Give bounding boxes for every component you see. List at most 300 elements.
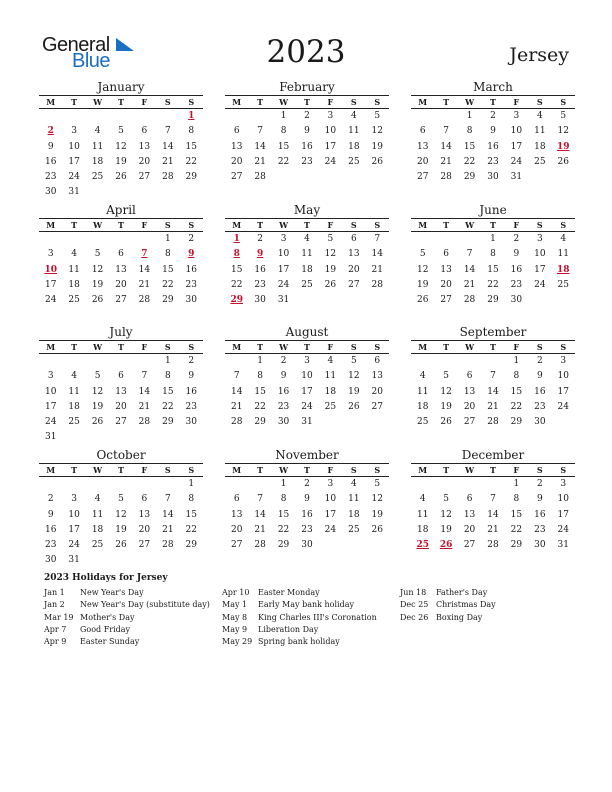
empty-day bbox=[156, 185, 179, 200]
calendar-day: 15 bbox=[254, 386, 266, 397]
weekday-label: T bbox=[118, 342, 124, 352]
holiday-item-name: Boxing Day bbox=[436, 612, 483, 622]
calendar-day: 18 bbox=[68, 279, 80, 290]
calendar-day: 12 bbox=[416, 264, 429, 275]
calendar-day: 16 bbox=[44, 156, 57, 167]
week-row bbox=[39, 553, 203, 568]
holiday-item-name: New Year's Day bbox=[80, 588, 144, 597]
month-name: November bbox=[275, 448, 339, 462]
calendar-day: 2 bbox=[188, 234, 195, 244]
calendar-day: 17 bbox=[44, 279, 57, 290]
weekday-label: S bbox=[536, 97, 543, 107]
calendar-day: 2 bbox=[304, 111, 310, 121]
calendar-day: 27 bbox=[371, 401, 383, 412]
calendar-day: 18 bbox=[416, 401, 429, 412]
calendar-day: 26 bbox=[440, 417, 452, 428]
calendar-day: 24 bbox=[277, 279, 290, 290]
calendar-day: 16 bbox=[301, 141, 313, 152]
calendar-day: 17 bbox=[534, 264, 546, 275]
calendar-day: 5 bbox=[118, 126, 124, 137]
calendar-day: 24 bbox=[510, 156, 523, 167]
holiday-item-date: Jan 2 bbox=[44, 600, 65, 610]
calendar-day: 9 bbox=[304, 126, 310, 137]
week-row bbox=[225, 293, 389, 308]
calendar-day: 22 bbox=[510, 401, 523, 412]
calendar-day: 10 bbox=[510, 126, 523, 137]
week-row bbox=[39, 263, 203, 278]
empty-day bbox=[552, 170, 575, 185]
calendar-day: 25 bbox=[324, 401, 337, 412]
calendar-day: 18 bbox=[416, 524, 429, 535]
week-row bbox=[411, 508, 575, 523]
calendar-day: 30 bbox=[44, 555, 57, 566]
calendar-day: 31 bbox=[510, 172, 523, 183]
calendar-day: 21 bbox=[487, 401, 499, 412]
empty-day bbox=[133, 430, 156, 445]
calendar-day: 19 bbox=[91, 401, 104, 412]
empty-day bbox=[86, 430, 109, 445]
calendar-day: 25 bbox=[348, 524, 360, 535]
calendar-day: 27 bbox=[440, 295, 452, 306]
calendar-day: 6 bbox=[118, 371, 124, 382]
week-row bbox=[39, 508, 203, 523]
calendar-day: 14 bbox=[254, 141, 266, 152]
calendar-day: 7 bbox=[164, 494, 171, 505]
empty-day bbox=[133, 109, 156, 124]
weekday-label: F bbox=[327, 220, 334, 230]
calendar-day: 16 bbox=[44, 524, 57, 535]
calendar-day: 12 bbox=[371, 126, 383, 137]
holiday-date: 2 bbox=[47, 126, 54, 137]
week-row bbox=[39, 369, 203, 384]
month-november bbox=[225, 448, 389, 553]
empty-day bbox=[156, 109, 179, 124]
calendar-day: 26 bbox=[371, 524, 383, 535]
month-june bbox=[411, 203, 575, 308]
week-row bbox=[411, 247, 575, 262]
calendar-day: 16 bbox=[487, 141, 499, 152]
calendar-day: 24 bbox=[44, 417, 57, 428]
empty-day bbox=[366, 293, 389, 308]
empty-day bbox=[295, 170, 318, 185]
month-name: October bbox=[96, 448, 146, 462]
week-row bbox=[411, 477, 575, 492]
calendar-day: 19 bbox=[371, 509, 383, 520]
calendar-day: 21 bbox=[230, 401, 243, 412]
week-row bbox=[225, 155, 389, 170]
weekday-label: T bbox=[257, 342, 264, 352]
weekday-label: S bbox=[350, 220, 357, 230]
calendar-day: 1 bbox=[280, 111, 287, 121]
calendar-day: 15 bbox=[277, 509, 290, 520]
weekday-label: M bbox=[46, 97, 56, 107]
month-name: May bbox=[293, 203, 321, 217]
calendar-day: 19 bbox=[324, 264, 337, 275]
calendar-day: 20 bbox=[348, 264, 360, 275]
calendar-day: 23 bbox=[254, 279, 266, 290]
calendar-day: 25 bbox=[557, 279, 569, 290]
empty-day bbox=[109, 477, 132, 492]
calendar-day: 23 bbox=[534, 524, 546, 535]
calendar-day: 13 bbox=[138, 509, 151, 520]
week-row bbox=[411, 415, 575, 430]
calendar-day: 15 bbox=[277, 141, 290, 152]
weekday-label: F bbox=[327, 342, 334, 352]
week-row bbox=[411, 293, 575, 308]
calendar-day: 5 bbox=[94, 249, 101, 260]
empty-day bbox=[156, 430, 179, 445]
calendar-day: 8 bbox=[466, 126, 473, 137]
calendar-day: 20 bbox=[463, 524, 476, 535]
calendar-day: 25 bbox=[348, 156, 360, 167]
week-row bbox=[39, 170, 203, 185]
calendar-day: 30 bbox=[44, 187, 57, 198]
calendar-day: 28 bbox=[463, 295, 476, 306]
calendar-day: 25 bbox=[416, 417, 429, 428]
weekday-label: T bbox=[490, 465, 496, 475]
empty-day bbox=[552, 293, 575, 308]
empty-day bbox=[272, 170, 295, 185]
weekday-label: W bbox=[93, 342, 103, 352]
calendar-day: 16 bbox=[185, 264, 197, 275]
calendar-day: 8 bbox=[164, 249, 171, 260]
weekday-label: S bbox=[374, 342, 381, 352]
calendar-day: 1 bbox=[164, 356, 171, 366]
empty-day bbox=[411, 109, 434, 124]
week-row bbox=[225, 508, 389, 523]
calendar-day: 7 bbox=[443, 126, 449, 137]
calendar-day: 12 bbox=[440, 386, 452, 397]
empty-day bbox=[180, 185, 203, 200]
empty-day bbox=[86, 477, 109, 492]
calendar-day: 19 bbox=[91, 279, 104, 290]
calendar-day: 20 bbox=[115, 401, 127, 412]
calendar-day: 21 bbox=[162, 524, 174, 535]
week-row bbox=[39, 109, 203, 124]
empty-day bbox=[39, 477, 62, 492]
month-name: March bbox=[473, 80, 513, 94]
calendar-day: 7 bbox=[466, 249, 473, 260]
month-april bbox=[39, 203, 203, 308]
weekday-label: F bbox=[513, 465, 520, 475]
calendar-day: 23 bbox=[185, 279, 197, 290]
weekday-label: S bbox=[374, 465, 381, 475]
calendar-day: 27 bbox=[138, 172, 151, 183]
empty-day bbox=[319, 170, 342, 185]
calendar-day: 9 bbox=[304, 494, 310, 505]
calendar-day: 10 bbox=[534, 249, 546, 260]
weekday-label: M bbox=[418, 465, 428, 475]
calendar-day: 28 bbox=[254, 172, 266, 183]
empty-day bbox=[248, 109, 271, 124]
weekday-label: S bbox=[536, 465, 543, 475]
holiday-item-date: Dec 26 bbox=[400, 612, 429, 622]
empty-day bbox=[319, 415, 342, 430]
weekday-label: T bbox=[443, 465, 450, 475]
brand-word-general: General bbox=[42, 34, 110, 56]
calendar-day: 30 bbox=[254, 295, 266, 306]
empty-day bbox=[225, 109, 248, 124]
calendar-day: 17 bbox=[510, 141, 523, 152]
weekday-label: M bbox=[232, 220, 242, 230]
weekday-label: T bbox=[443, 342, 450, 352]
calendar-day: 10 bbox=[324, 494, 337, 505]
calendar-day: 20 bbox=[230, 156, 243, 167]
weekday-label: T bbox=[118, 220, 124, 230]
week-row bbox=[39, 155, 203, 170]
weekday-label: W bbox=[93, 97, 103, 107]
weekday-label: M bbox=[418, 342, 428, 352]
empty-day bbox=[366, 170, 389, 185]
week-row bbox=[225, 232, 389, 247]
calendar-day: 15 bbox=[162, 264, 174, 275]
calendar-day: 15 bbox=[463, 141, 476, 152]
calendar-day: 1 bbox=[466, 111, 473, 121]
calendar-day: 28 bbox=[487, 540, 499, 551]
calendar-day: 12 bbox=[91, 386, 104, 397]
calendar-day: 5 bbox=[94, 371, 101, 382]
calendar-day: 28 bbox=[162, 172, 174, 183]
holiday-date: 1 bbox=[188, 111, 195, 121]
calendar-day: 21 bbox=[138, 401, 151, 412]
weekday-label: S bbox=[560, 220, 567, 230]
calendar-day: 21 bbox=[254, 156, 266, 167]
calendar-day: 25 bbox=[91, 172, 104, 183]
month-july bbox=[39, 325, 203, 446]
calendar-day: 7 bbox=[164, 126, 171, 137]
calendar-day: 19 bbox=[416, 279, 429, 290]
calendar-day: 3 bbox=[47, 371, 54, 382]
week-row bbox=[39, 538, 203, 553]
holiday-item-date: May 9 bbox=[222, 624, 248, 634]
calendar-day: 11 bbox=[91, 141, 104, 152]
calendar-day: 29 bbox=[185, 172, 197, 183]
calendar-day: 19 bbox=[371, 141, 383, 152]
calendar-day: 1 bbox=[257, 356, 263, 366]
calendar-region: Jersey bbox=[509, 44, 569, 66]
week-row bbox=[39, 293, 203, 308]
calendar-day: 19 bbox=[348, 386, 360, 397]
calendar-day: 31 bbox=[277, 295, 290, 306]
calendar-day: 13 bbox=[463, 509, 476, 520]
holiday-item-date: Mar 19 bbox=[44, 612, 74, 622]
calendar-day: 1 bbox=[490, 234, 496, 244]
holiday-item-date: Dec 25 bbox=[400, 600, 429, 610]
calendar-day: 3 bbox=[536, 234, 543, 244]
weekday-label: S bbox=[560, 97, 567, 107]
calendar-day: 11 bbox=[301, 249, 313, 260]
week-row bbox=[411, 385, 575, 400]
calendar-day: 14 bbox=[162, 141, 174, 152]
empty-day bbox=[434, 477, 457, 492]
calendar-day: 13 bbox=[115, 386, 127, 397]
calendar-day: 13 bbox=[348, 249, 360, 260]
empty-day bbox=[156, 553, 179, 568]
holiday-date: 1 bbox=[233, 234, 240, 244]
weekday-header bbox=[411, 95, 575, 109]
weekday-label: S bbox=[164, 342, 171, 352]
calendar-day: 16 bbox=[301, 509, 313, 520]
calendar-day: 18 bbox=[534, 141, 546, 152]
week-row bbox=[411, 492, 575, 507]
calendar-day: 9 bbox=[536, 494, 543, 505]
calendar-day: 31 bbox=[68, 555, 80, 566]
empty-day bbox=[342, 415, 365, 430]
empty-day bbox=[86, 109, 109, 124]
calendar-day: 5 bbox=[419, 249, 426, 260]
calendar-day: 24 bbox=[44, 295, 57, 306]
weekday-label: W bbox=[93, 220, 103, 230]
weekday-label: T bbox=[304, 465, 310, 475]
calendar-day: 7 bbox=[233, 371, 240, 382]
month-december bbox=[411, 448, 575, 553]
week-row bbox=[39, 140, 203, 155]
weekday-label: T bbox=[71, 97, 78, 107]
calendar-day: 15 bbox=[510, 386, 523, 397]
weekday-label: T bbox=[118, 97, 124, 107]
calendar-day: 17 bbox=[68, 524, 80, 535]
week-row bbox=[225, 492, 389, 507]
calendar-day: 24 bbox=[557, 524, 569, 535]
calendar-day: 17 bbox=[301, 386, 313, 397]
weekday-label: T bbox=[304, 342, 310, 352]
calendar-day: 4 bbox=[71, 371, 77, 382]
calendar-day: 3 bbox=[560, 356, 567, 366]
calendar-day: 18 bbox=[324, 386, 337, 397]
calendar-day: 27 bbox=[138, 540, 151, 551]
week-row bbox=[225, 400, 389, 415]
calendar-day: 17 bbox=[44, 401, 57, 412]
calendar-day: 2 bbox=[47, 494, 54, 505]
calendar-day: 4 bbox=[350, 479, 357, 489]
calendar-day: 12 bbox=[115, 141, 127, 152]
calendar-day: 30 bbox=[534, 417, 546, 428]
empty-day bbox=[225, 477, 248, 492]
calendar-day: 18 bbox=[348, 141, 360, 152]
empty-day bbox=[86, 232, 109, 247]
week-row bbox=[39, 278, 203, 293]
calendar-day: 20 bbox=[416, 156, 429, 167]
calendar-day: 29 bbox=[510, 417, 523, 428]
calendar-day: 13 bbox=[138, 141, 151, 152]
calendar-day: 4 bbox=[304, 234, 310, 244]
holiday-date: 29 bbox=[230, 295, 243, 306]
empty-day bbox=[295, 293, 318, 308]
empty-day bbox=[62, 430, 85, 445]
calendar-day: 22 bbox=[277, 524, 290, 535]
calendar-day: 27 bbox=[463, 540, 476, 551]
calendar-day: 26 bbox=[416, 295, 429, 306]
calendar-day: 19 bbox=[440, 524, 452, 535]
calendar-day: 11 bbox=[324, 371, 337, 382]
weekday-label: M bbox=[418, 220, 428, 230]
calendar-day: 28 bbox=[162, 540, 174, 551]
weekday-header bbox=[225, 340, 389, 354]
holidays-title: 2023 Holidays for Jersey bbox=[44, 573, 168, 583]
calendar-day: 28 bbox=[371, 279, 383, 290]
weekday-label: S bbox=[164, 465, 171, 475]
weekday-label: T bbox=[71, 465, 78, 475]
calendar-day: 27 bbox=[230, 172, 243, 183]
calendar-day: 12 bbox=[557, 126, 569, 137]
calendar-day: 26 bbox=[371, 156, 383, 167]
calendar-day: 5 bbox=[350, 356, 357, 366]
calendar-day: 7 bbox=[257, 126, 263, 137]
calendar-day: 17 bbox=[324, 141, 337, 152]
empty-day bbox=[62, 232, 85, 247]
calendar-day: 16 bbox=[534, 386, 546, 397]
calendar-day: 23 bbox=[534, 401, 546, 412]
calendar-day: 1 bbox=[513, 479, 520, 489]
weekday-label: T bbox=[71, 220, 78, 230]
month-name: August bbox=[285, 325, 329, 339]
empty-day bbox=[39, 109, 62, 124]
calendar-day: 13 bbox=[230, 509, 243, 520]
calendar-day: 18 bbox=[301, 264, 313, 275]
weekday-header bbox=[411, 218, 575, 232]
calendar-day: 7 bbox=[490, 494, 496, 505]
calendar-day: 26 bbox=[348, 401, 360, 412]
calendar-day: 21 bbox=[371, 264, 383, 275]
calendar-day: 8 bbox=[513, 371, 520, 382]
weekday-label: T bbox=[257, 220, 264, 230]
calendar-day: 3 bbox=[304, 356, 310, 366]
weekday-label: M bbox=[232, 97, 242, 107]
calendar-day: 23 bbox=[301, 156, 313, 167]
calendar-day: 16 bbox=[185, 386, 197, 397]
calendar-day: 13 bbox=[440, 264, 452, 275]
weekday-label: M bbox=[232, 465, 242, 475]
calendar-day: 8 bbox=[280, 494, 287, 505]
empty-day bbox=[319, 538, 342, 553]
weekday-label: T bbox=[257, 97, 264, 107]
calendar-day: 2 bbox=[257, 234, 263, 244]
calendar-day: 25 bbox=[68, 295, 80, 306]
calendar-day: 27 bbox=[115, 295, 127, 306]
holiday-item-name: Easter Monday bbox=[258, 588, 320, 597]
calendar-day: 29 bbox=[510, 540, 523, 551]
holiday-item-name: Spring bank holiday bbox=[258, 637, 340, 647]
month-name: June bbox=[479, 203, 507, 217]
holiday-item-name: Easter Sunday bbox=[80, 637, 140, 647]
calendar-day: 27 bbox=[230, 540, 243, 551]
calendar-day: 5 bbox=[443, 494, 449, 505]
calendar-day: 11 bbox=[68, 386, 80, 397]
calendar-day: 7 bbox=[490, 371, 496, 382]
calendar-day: 29 bbox=[162, 417, 174, 428]
weekday-label: S bbox=[350, 465, 357, 475]
calendar-day: 10 bbox=[324, 126, 337, 137]
calendar-day: 6 bbox=[233, 494, 240, 505]
weekday-label: W bbox=[279, 465, 289, 475]
weekday-label: W bbox=[465, 342, 475, 352]
calendar-day: 2 bbox=[536, 479, 543, 489]
empty-day bbox=[180, 553, 203, 568]
calendar-day: 5 bbox=[374, 479, 381, 489]
holiday-date: 9 bbox=[188, 249, 195, 260]
calendar-day: 3 bbox=[327, 111, 334, 121]
weekday-label: T bbox=[118, 465, 124, 475]
calendar-day: 29 bbox=[487, 295, 499, 306]
calendar-day: 22 bbox=[162, 401, 174, 412]
calendar-day: 2 bbox=[280, 356, 287, 366]
month-name: February bbox=[279, 80, 335, 94]
calendar-day: 22 bbox=[254, 401, 266, 412]
calendar-day: 15 bbox=[510, 509, 523, 520]
calendar-day: 18 bbox=[91, 524, 104, 535]
week-row bbox=[225, 278, 389, 293]
week-row bbox=[411, 170, 575, 185]
